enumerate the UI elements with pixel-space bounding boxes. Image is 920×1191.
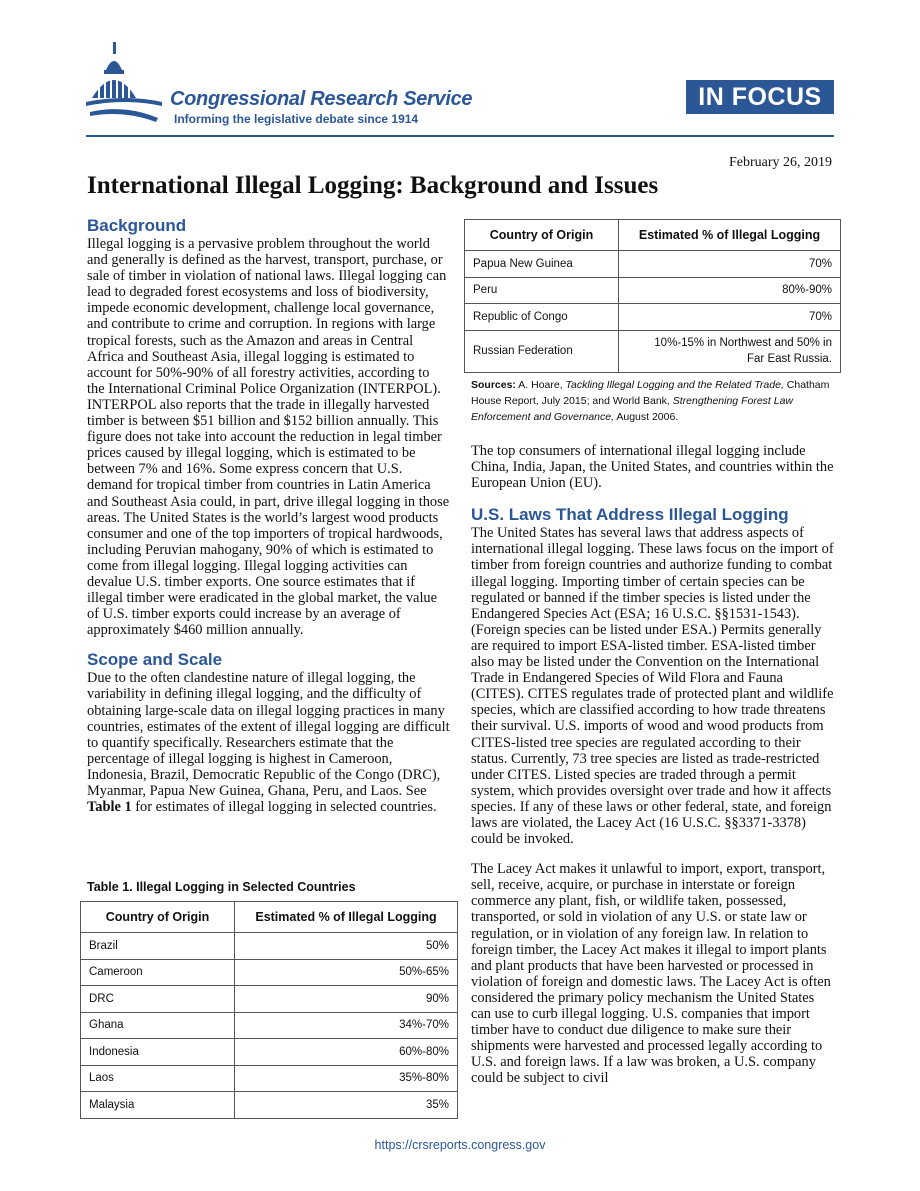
- table-row: Indonesia 60%-80%: [81, 1039, 458, 1066]
- table-row: Russian Federation 10%-15% in Northwest and 50% in Far East Russia.: [465, 330, 841, 372]
- background-heading: Background: [87, 216, 187, 235]
- table-row: Cameroon 50%-65%: [81, 959, 458, 986]
- column-header-country: Country of Origin: [465, 220, 619, 251]
- table-row: Ghana 34%-70%: [81, 1012, 458, 1039]
- background-paragraph: Illegal logging is a pervasive problem throughout the world and generally is defined as the harvest, transport, purchase, or sale of timber in violation of national laws. Illegal logging can lead to degraded forest ecosystems and loss of biodiversity, impede economic development, challenge local governance, and contribute to crime and corruption. In regions with large tropical forests, such as the Amazon and areas in Central Africa and Southeast Asia, illegal logging is estimated to account for 50%-90% of all forestry activities, according to the International Criminal Police Organization (INTERPOL). INTERPOL also reports that the trade in illegally harvested timber is between $51 billion and $152 billion annually. This figure does not take into account the reduction in legal timber prices caused by illegal logging, which is estimated to be between 7% and 16%. Some express concern that U.S. demand for tropical timber from countries in Latin America and Southeast Asia could, in part, drive illegal logging in those areas. The United States is the world’s largest wood products consumer and one of the top importers of tropical hardwoods, including Peruvian mahogany, 90% of which is estimated to come from illegal logging. Illegal logging activities can devalue U.S. timber exports. One source estimates that if illegal timber were eradicated in the global market, the value of U.S. timber exports could increase by an average of approximately $460 million annually.: [87, 236, 450, 639]
- right-column: [471, 443, 837, 1086]
- table-row: Papua New Guinea 70%: [465, 251, 841, 278]
- column-header-country: Country of Origin: [81, 902, 235, 933]
- table-row: Republic of Congo 70%: [465, 304, 841, 331]
- footer-url[interactable]: https://crsreports.congress.gov: [374, 1138, 546, 1152]
- table-sources: Sources: A. Hoare, Tackling Illegal Logging and the Related Trade, Chatham House Report, July 2015; and World Bank, Strengthening Forest Law Enforcement and Governance, August 2006.: [471, 379, 830, 423]
- table-row: Malaysia 35%: [81, 1092, 458, 1119]
- left-column: [87, 216, 450, 815]
- org-name: Congressional Research Service: [170, 88, 473, 110]
- table-1-reference[interactable]: Table 1: [87, 799, 132, 816]
- table-row: Brazil 50%: [81, 933, 458, 960]
- illegal-logging-table-part2: [464, 219, 841, 373]
- publication-date: February 26, 2019: [728, 155, 832, 170]
- lacey-paragraph: The Lacey Act makes it unlawful to import, export, transport, sell, receive, acquire, or purchase in interstate or foreign commerce any plant, fish, or wildlife taken, possessed, transported, or sold in violation of any U.S. or state law or regulation, or in violation of any foreign law. In relation to foreign timber, the Lacey Act makes it illegal to import plants and plant products that have been harvested or processed in violation of foreign and domestic laws. The Lacey Act is often considered the primary policy mechanism the United States can use to curb illegal logging. U.S. companies that import timber have to conduct due diligence to make sure their shipments were harvested and processed legally according to U.S. and foreign laws. If a law was broken, a U.S. company could be subject to civil: [471, 861, 831, 1087]
- table-row: DRC 90%: [81, 986, 458, 1013]
- laws-heading: U.S. Laws That Address Illegal Logging: [471, 505, 789, 525]
- consumers-paragraph: The top consumers of international illegal logging include China, India, Japan, the United States, and countries within the European Union (EU).: [471, 443, 834, 492]
- scope-heading: Scope and Scale: [87, 650, 223, 670]
- table-header-row: [81, 902, 458, 933]
- org-tagline: Informing the legislative debate since 1914: [174, 112, 419, 126]
- scope-paragraph: Due to the often clandestine nature of illegal logging, the variability in defining illegal logging, and the difficulty of obtaining large-scale data on illegal logging practices in many countries, estimates of the extent of illegal logging are difficult to quantify specifically. Researchers estimate that the percentage of illegal logging is highest in Cameroon, Indonesia, Brazil, Democratic Republic of the Congo (DRC), Myanmar, Papua New Guinea, Ghana, Peru, and Laos. See Table 1 for estimates of illegal logging in selected countries.: [87, 670, 450, 816]
- table-row: Laos 35%-80%: [81, 1065, 458, 1092]
- capitol-dome-icon: [84, 40, 164, 130]
- in-focus-badge: IN FOCUS: [686, 80, 834, 114]
- column-header-percent: Estimated % of Illegal Logging: [235, 902, 458, 933]
- table-row: Peru 80%-90%: [465, 277, 841, 304]
- column-header-percent: Estimated % of Illegal Logging: [619, 220, 841, 251]
- illegal-logging-table-part1: [80, 901, 458, 1119]
- header-rule: [86, 135, 834, 137]
- laws-paragraph: The United States has several laws that address aspects of international illegal logging. These laws focus on the import of timber from foreign countries and authorize funding to combat illegal logging. Importing timber of certain species can be regulated or banned if the timber species is listed under the Endangered Species Act (ESA; 16 U.S.C. §§1531-1543). (Foreign species can be listed under ESA.) Permits generally are required to import ESA-listed timber. ESA-listed timber also may be listed under the Convention on the International Trade in Endangered Species of Wild Flora and Fauna (CITES). CITES regulates trade of protected plant and wildlife species, which are classified according to how trade threatens their survival. U.S. imports of wood and wood products from CITES-listed tree species are regulated according to their status. Currently, 73 tree species are listed as trade-restricted under CITES. Listed species are traded through a permit system, which provides oversight over trade and how it affects species. If any of these laws or other federal, state, and foreign laws are violated, the Lacey Act (16 U.S.C. §§3371-3378) could be invoked.: [471, 525, 834, 848]
- table-caption: Table 1. Illegal Logging in Selected Countries: [87, 880, 356, 894]
- table-header-row: [465, 220, 841, 251]
- page-title: International Illegal Logging: Background and Issues: [87, 172, 659, 199]
